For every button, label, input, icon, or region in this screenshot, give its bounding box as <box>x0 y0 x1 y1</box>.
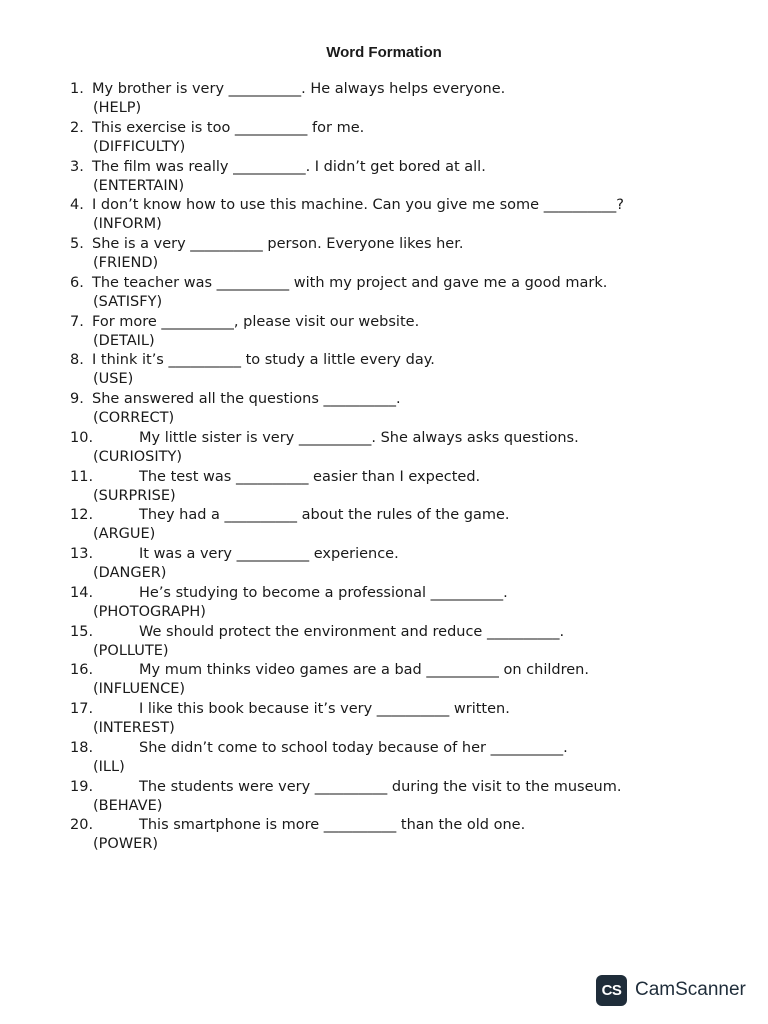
exercise-hint: (POLLUTE) <box>93 642 169 659</box>
exercise-sentence: He’s studying to become a professional __________. <box>139 584 508 601</box>
exercise-hint: (POWER) <box>93 836 159 853</box>
exercise-hint: (ENTERTAIN) <box>93 177 185 194</box>
camscanner-badge-icon: CS <box>596 975 627 1006</box>
exercise-hint: (HELP) <box>93 100 142 116</box>
exercise-row <box>70 390 750 409</box>
exercise-item <box>70 274 750 313</box>
exercise-row <box>70 545 750 564</box>
exercise-sentence: I like this book because it’s very __________ written. <box>139 701 510 717</box>
exercise-item <box>70 623 750 662</box>
exercise-item <box>70 545 750 584</box>
exercise-number: 18. <box>70 739 94 756</box>
exercise-sentence: The test was __________ easier than I expected. <box>139 468 481 485</box>
exercise-row <box>70 158 750 177</box>
exercise-row <box>70 623 750 642</box>
exercise-item <box>70 468 750 507</box>
exercise-sentence: The students were very __________ during the visit to the museum. <box>139 778 622 795</box>
exercise-row <box>70 235 750 254</box>
exercise-item <box>70 661 750 700</box>
exercise-number: 17. <box>70 701 94 717</box>
exercise-row <box>70 429 750 448</box>
exercise-number: 16. <box>70 662 94 679</box>
exercise-number: 5. <box>70 236 84 252</box>
page-title: Word Formation <box>326 44 442 61</box>
camscanner-name: CamScanner <box>635 979 746 1000</box>
exercise-hint: (PHOTOGRAPH) <box>93 603 206 620</box>
exercise-sentence: The teacher was __________ with my project and gave me a good mark. <box>92 274 608 291</box>
exercise-row <box>70 584 750 603</box>
exercise-item <box>70 778 750 817</box>
exercise-hint: (SATISFY) <box>93 293 163 310</box>
exercise-number: 11. <box>70 468 94 485</box>
exercise-number: 20. <box>70 817 94 834</box>
exercise-row <box>70 119 750 138</box>
exercise-sentence: The film was really __________. I didn’t get bored at all. <box>92 158 486 175</box>
exercise-sentence: They had a __________ about the rules of the game. <box>139 507 510 524</box>
exercise-row <box>70 80 750 99</box>
exercise-hint: (FRIEND) <box>93 255 159 271</box>
exercise-row <box>70 700 750 719</box>
exercise-hint: (USE) <box>93 371 134 388</box>
exercise-hint: (INFLUENCE) <box>93 681 186 698</box>
exercise-row <box>70 661 750 680</box>
exercise-item <box>70 506 750 545</box>
exercise-number: 12. <box>70 507 94 524</box>
exercise-item <box>70 816 750 855</box>
exercise-item <box>70 158 750 197</box>
exercise-row <box>70 351 750 370</box>
exercise-item <box>70 235 750 274</box>
exercise-sentence: This exercise is too __________ for me. <box>92 119 365 136</box>
exercise-sentence: My mum thinks video games are a bad __________ on children. <box>139 662 589 679</box>
exercise-item <box>70 80 750 119</box>
exercise-sentence: My little sister is very __________. She always asks questions. <box>139 429 579 446</box>
exercise-number: 8. <box>70 352 84 369</box>
exercise-number: 6. <box>70 274 84 291</box>
exercise-item <box>70 584 750 623</box>
exercise-number: 7. <box>70 313 84 330</box>
exercise-hint: (DETAIL) <box>93 332 155 349</box>
exercise-number: 19. <box>70 778 94 795</box>
exercise-number: 2. <box>70 119 84 136</box>
exercise-number: 10. <box>70 429 94 446</box>
exercise-hint: (ARGUE) <box>93 526 156 543</box>
exercise-row <box>70 274 750 293</box>
exercise-hint: (INFORM) <box>93 216 162 233</box>
exercise-number: 15. <box>70 623 94 640</box>
exercise-item <box>70 313 750 352</box>
exercise-sentence: I don’t know how to use this machine. Can you give me some __________? <box>92 197 624 214</box>
exercise-item <box>70 119 750 158</box>
exercise-sentence: She answered all the questions __________. <box>92 391 401 407</box>
exercise-number: 9. <box>70 391 84 407</box>
exercise-hint: (DIFFICULTY) <box>93 138 186 155</box>
exercise-item <box>70 351 750 390</box>
exercise-number: 1. <box>70 81 84 97</box>
exercise-row <box>70 816 750 835</box>
exercise-hint: (INTEREST) <box>93 720 175 736</box>
exercise-hint: (BEHAVE) <box>93 797 163 814</box>
exercise-hint: (CORRECT) <box>93 410 175 426</box>
exercise-item <box>70 739 750 778</box>
exercise-number: 4. <box>70 197 84 214</box>
exercise-row <box>70 196 750 215</box>
exercise-number: 3. <box>70 158 84 175</box>
exercise-item <box>70 429 750 468</box>
exercise-item <box>70 196 750 235</box>
exercise-item <box>70 700 750 739</box>
exercise-hint: (ILL) <box>93 758 125 775</box>
exercise-sentence: She didn’t come to school today because of her __________. <box>139 739 568 756</box>
exercise-row <box>70 778 750 797</box>
exercise-row <box>70 313 750 332</box>
exercise-sentence: It was a very __________ experience. <box>139 546 399 562</box>
exercise-hint: (SURPRISE) <box>93 487 176 504</box>
exercise-item <box>70 390 750 429</box>
exercise-hint: (DANGER) <box>93 565 167 581</box>
exercise-row <box>70 739 750 758</box>
exercise-sentence: My brother is very __________. He always helps everyone. <box>92 81 506 97</box>
exercise-sentence: I think it’s __________ to study a little every day. <box>92 352 435 369</box>
exercise-sentence: This smartphone is more __________ than the old one. <box>139 817 526 834</box>
camscanner-logo <box>596 974 750 1006</box>
exercise-hint: (CURIOSITY) <box>93 448 183 465</box>
exercise-sentence: We should protect the environment and reduce __________. <box>139 623 565 640</box>
exercise-list <box>70 80 750 855</box>
exercise-sentence: For more __________, please visit our website. <box>92 313 420 330</box>
exercise-sentence: She is a very __________ person. Everyone likes her. <box>92 236 464 252</box>
exercise-row <box>70 506 750 525</box>
exercise-number: 14. <box>70 584 94 601</box>
exercise-row <box>70 468 750 487</box>
exercise-number: 13. <box>70 546 94 562</box>
